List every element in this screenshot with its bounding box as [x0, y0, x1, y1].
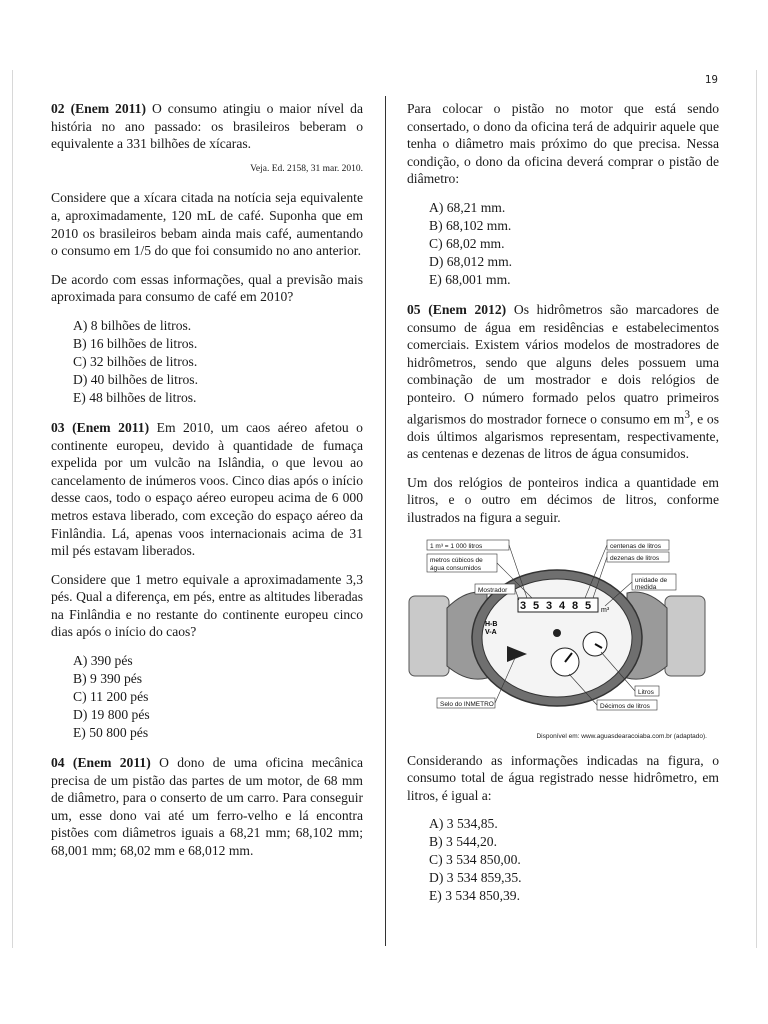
q04-option-c[interactable]: C) 68,02 mm. [429, 235, 505, 251]
q04-options [429, 199, 719, 289]
q04-option-e[interactable]: E) 68,001 mm. [429, 271, 511, 287]
q05-option-e[interactable]: E) 3 534 850,39. [429, 888, 520, 904]
q04-option-a[interactable]: A) 68,21 mm. [429, 199, 506, 215]
q04-question: Para colocar o pistão no motor que está sendo consertado, o dono da oficina terá de adquirir aquele que tenha o diâmetro mais próximo do que precisa. Nessa condição, o dono da oficina deverá comprar o pistão de diâmetro: [407, 101, 719, 187]
label-centenas: centenas de litros [610, 542, 661, 550]
q04-intro: 04 (Enem 2011) O dono de uma oficina mecânica precisa de um pistão das partes de um motor, de 68 mm de diâmetro, para o conserto de um carro. Para conseguir um, esse dono vai até um ferro-velho e lá encontra pistões com diâmetros iguais a 68,21 mm; 68,102 mm; 68,001 mm; 68,02 mm e 68,012 mm. [51, 755, 363, 859]
label-unidade: unidade de medida [635, 576, 668, 591]
q04-option-d[interactable]: D) 68,012 mm. [429, 253, 513, 269]
q04-option-b[interactable]: B) 68,102 mm. [429, 217, 512, 233]
right-column [407, 100, 719, 917]
q02-paragraph-1: Considere que a xícara citada na notícia seja equivalente a, aproximadamente, 120 mL de café. Suponha que em 2010 os brasileiros bebam ainda mais café, aumentando o consumo em 1/5 do que foi consumido no ano anterior. [51, 190, 363, 259]
q03-header: 03 (Enem 2011) [51, 419, 150, 435]
counter-digit: 5 [533, 599, 540, 612]
q03-question: Considere que 1 metro equivale a aproximadamente 3,3 pés. Qual a diferença, em pés, entre as altitudes liberadas na Finlândia e no restante do continente europeu cinco dias após o início do caos? [51, 571, 363, 640]
label-ratio: 1 m³ = 1 000 litros [430, 542, 483, 550]
q02-intro: 02 (Enem 2011) O consumo atingiu o maior nível da história no ano passado: os brasileiros beberam o equivalente a 331 bilhões de xícaras. [51, 101, 363, 152]
q05-option-a[interactable]: A) 3 534,85. [429, 816, 498, 832]
page-edge-left [12, 70, 13, 948]
q05-option-b[interactable]: B) 3 544,20. [429, 834, 497, 850]
left-column [51, 100, 363, 871]
counter-digit: 8 [572, 599, 579, 612]
q05-header: 05 (Enem 2012) [407, 301, 507, 317]
q03-option-e[interactable]: E) 50 800 pés [73, 725, 149, 741]
label-decimos: Décimos de litros [600, 702, 650, 710]
va-label: V-A [485, 628, 497, 636]
q02-options [73, 317, 363, 407]
page-number: 19 [704, 73, 718, 86]
q02-option-c[interactable]: C) 32 bilhões de litros. [73, 353, 198, 369]
pipe-left [409, 596, 449, 676]
star-wheel-icon [553, 629, 561, 637]
counter-digit: 4 [559, 599, 566, 612]
q05-option-c[interactable]: C) 3 534 850,00. [429, 852, 521, 868]
q03-intro: 03 (Enem 2011) Em 2010, um caos aéreo afetou o continente europeu, devido à quantidade de fumaça expelida por um vulcão na Islândia, o que levou ao cancelamento de inúmeros voos. Cinco dias após o início desse caos, todo o espaço aéreo europeu acima de 6 000 metros estava liberado, com exceção do espaço aéreo da Finlândia. Lá, apenas voos internacionais acima de 31 mil pés estavam liberados. [51, 419, 363, 559]
pipe-right [665, 596, 705, 676]
dial-face [482, 579, 632, 697]
q05-intro: 05 (Enem 2012) Os hidrômetros são marcadores de consumo de água em residências e estabelecimentos comerciais. Existem vários modelos de mostradores de hidrômetros, sendo que alguns deles possuem uma combinação de um mostrador e dois relógios de ponteiro. O número formado pelos quatro primeiros algarismos do mostrador fornece o consumo em $m^3$, e os dois últimos algarismos representam, respectivamente, as centenas e dezenas de litros de água consumidos. [407, 301, 719, 462]
q05-paragraph-1: Um dos relógios de ponteiros indica a quantidade em litros, e o outro em décimos de litros, conforme ilustrados na figura a seguir. [407, 474, 719, 526]
figure-caption: Disponível em: www.aguasdearacoiaba.com.br (adaptado). [536, 733, 707, 741]
q05-options [429, 815, 719, 905]
q03-option-c[interactable]: C) 11 200 pés [73, 689, 149, 705]
q03-option-b[interactable]: B) 9 390 pés [73, 671, 143, 687]
label-mostrador: Mostrador [478, 586, 508, 594]
q02-header: 02 (Enem 2011) [51, 101, 147, 116]
page-edge-right [756, 70, 757, 948]
label-selo: Selo do INMETRO [440, 700, 494, 708]
q02-question: De acordo com essas informações, qual a previsão mais aproximada para consumo de café em 2010? [51, 271, 363, 305]
q04-header: 04 (Enem 2011) [51, 755, 151, 771]
column-divider [385, 96, 386, 946]
q03-option-a[interactable]: A) 390 pés [73, 653, 133, 669]
q02-option-a[interactable]: A) 8 bilhões de litros. [73, 317, 192, 333]
counter-digit: 3 [520, 599, 527, 612]
label-litros: Litros [638, 688, 654, 696]
hydrometer-figure [407, 538, 707, 741]
q02-option-d[interactable]: D) 40 bilhões de litros. [73, 371, 198, 387]
q03-option-d[interactable]: D) 19 800 pés [73, 707, 150, 723]
label-dezenas: dezenas de litros [610, 554, 660, 562]
q05-question: Considerando as informações indicadas na figura, o consumo total de água registrado nesse hidrômetro, em litros, é igual a: [407, 752, 719, 803]
counter-digit: 3 [546, 599, 553, 612]
q02-option-e[interactable]: E) 48 bilhões de litros. [73, 389, 197, 405]
q05-option-d[interactable]: D) 3 534 859,35. [429, 870, 522, 886]
q02-source: Veja. Ed. 2158, 31 mar. 2010. [250, 163, 363, 174]
label-m3: metros cúbicos de água consumidos [430, 556, 483, 572]
unit-label: m³ [601, 606, 610, 614]
hb-label: H-B [485, 620, 498, 628]
counter-digit: 5 [585, 599, 592, 612]
q02-option-b[interactable]: B) 16 bilhões de litros. [73, 335, 198, 351]
q03-options [73, 652, 363, 742]
